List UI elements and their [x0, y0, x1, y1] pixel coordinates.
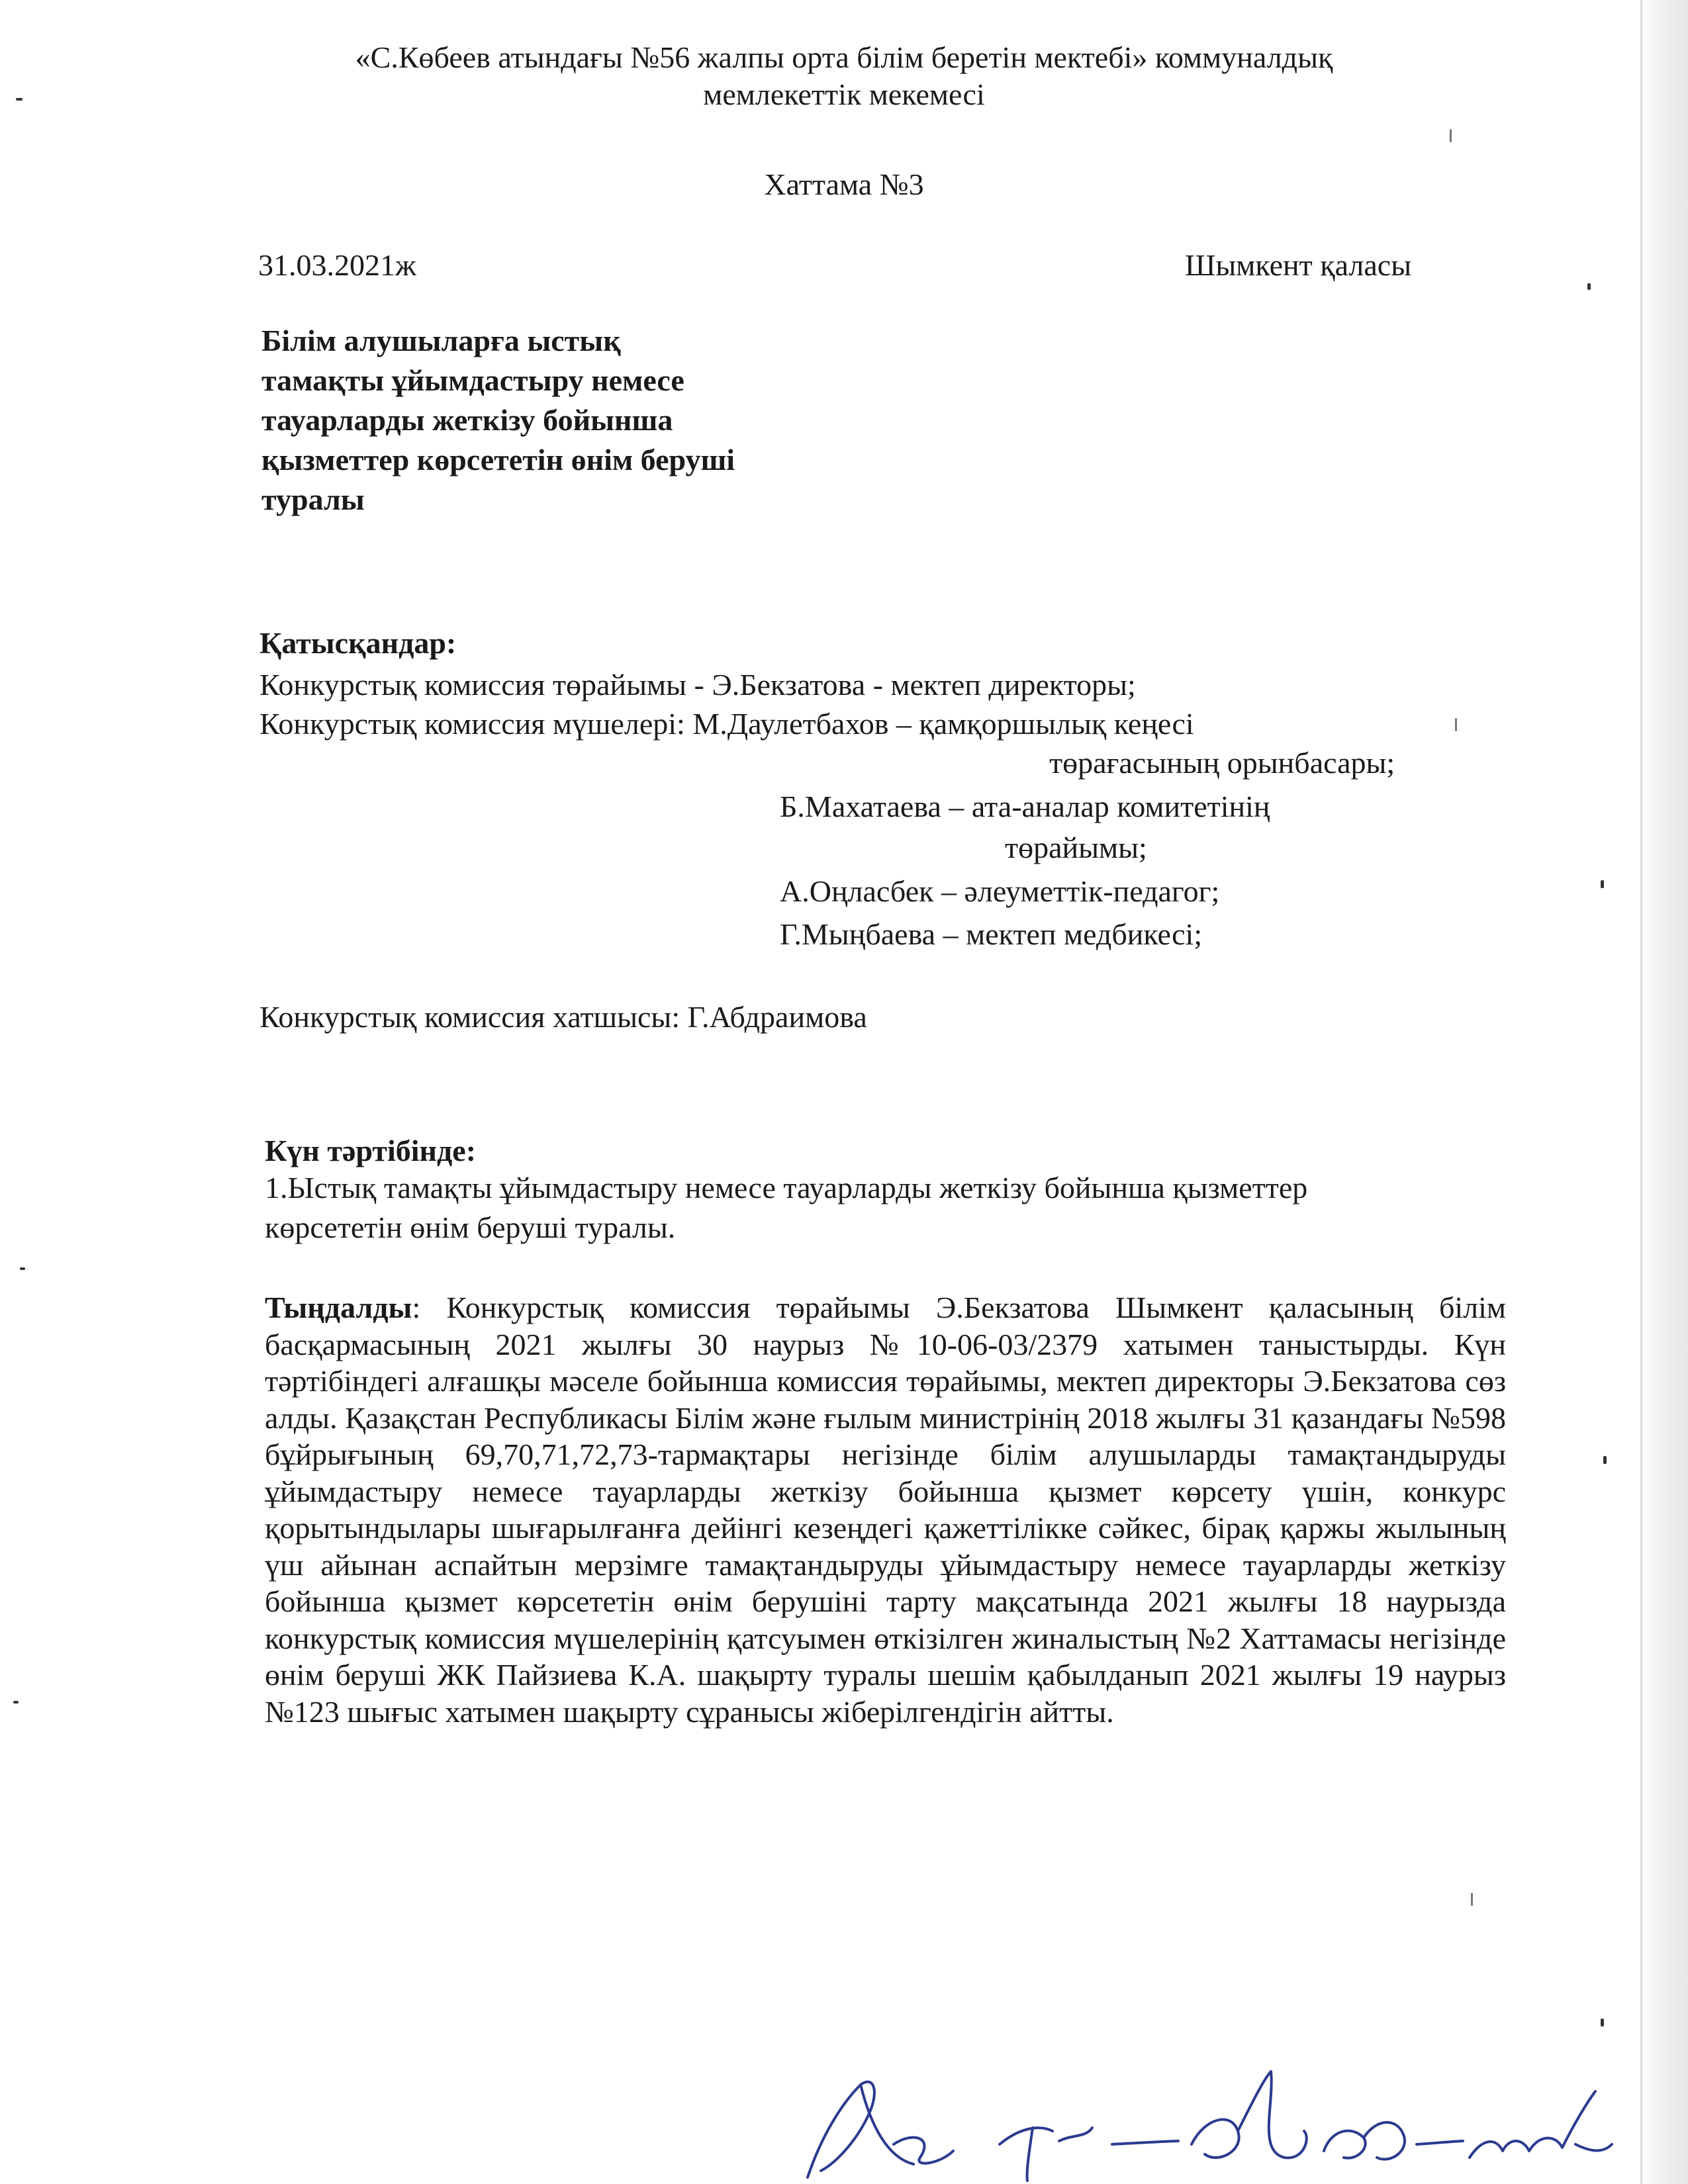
commission-chair: Конкурстық комиссия төрайымы - Э.Бекзатова - мектеп директоры;: [259, 668, 1136, 702]
commission-member-4: Г.Мыңбаева – мектеп медбикесі;: [780, 917, 1203, 951]
commission-members-intro: Конкурстық комиссия мүшелері: М.Даулетбахов – қамқоршылық кеңесі: [259, 707, 1194, 741]
protocol-number: Хаттама №3: [764, 167, 924, 201]
header-institution-line1: «С.Көбеев атындағы №56 жалпы орта білім беретін мектебі» коммуналдық: [355, 40, 1333, 74]
document-subject: [261, 321, 857, 520]
agenda-item-line1: 1.Ыстық тамақты ұйымдастыру немесе тауарларды жеткізу бойынша қызметтер: [265, 1171, 1308, 1205]
subject-line: қызметтер көрсететін өнім беруші: [261, 443, 735, 477]
scan-speck: [13, 1701, 19, 1704]
document-date: 31.03.2021ж: [258, 248, 416, 282]
member1-position-cont: төрағасының орынбасары;: [1049, 746, 1395, 780]
subject-line: тауарларды жеткізу бойынша: [261, 403, 673, 437]
header-institution-line2: мемлекеттік мекемесі: [703, 77, 985, 111]
scan-speck: [1601, 880, 1604, 888]
participants-label: Қатысқандар:: [259, 626, 457, 660]
member2-position-cont: төрайымы;: [1005, 831, 1147, 864]
commission-member-2: Б.Махатаева – ата-аналар комитетінің: [780, 790, 1270, 823]
page-edge-shadow: [1642, 0, 1688, 2184]
handwritten-signatures: [781, 2065, 1615, 2184]
subject-line: туралы: [261, 482, 365, 516]
scan-speck: [1450, 129, 1452, 142]
heard-paragraph: [265, 1289, 1506, 1730]
scan-speck: [1603, 1456, 1607, 1464]
scan-speck: [1587, 283, 1591, 290]
scan-speck: [1455, 718, 1457, 731]
scan-speck: [20, 1267, 25, 1270]
scan-speck: [1601, 2019, 1604, 2026]
page-fold-line: [1640, 0, 1642, 2184]
commission-secretary: Конкурстық комиссия хатшысы: Г.Абдраимова: [259, 1000, 867, 1034]
scan-speck: [1471, 1893, 1473, 1906]
document-city: Шымкент қаласы: [1185, 248, 1412, 282]
commission-member-3: А.Оңласбек – әлеуметтік-педагог;: [780, 874, 1220, 908]
heard-text: : Конкурстық комиссия төрайымы Э.Бекзатова Шымкент қаласының білім басқармасының 2021 жылғы 30 наурыз №10-06-03/2379 хатымен таныстырды. Күн тәртібіндегі алғашқы мәселе бойынша комиссия төрайымы, мектеп директоры Э.Бекзатова сөз алды. Қазақстан Республикасы Білім және ғылым министрінің 2018 жылғы 31 қазандағы №598 бұйрығының 69,70,71,72,73-тармақтары негізінде білім алушыларды тамақтандыруды ұйымдастыру немесе тауарларды жеткізу бойынша қызмет көрсету үшін, конкурс қорытындылары шығарылғанға дейінгі кезеңдегі қажеттілікке сәйкес, бірақ қаржы жылының үш айынан аспайтын мерзімге тамақтандыруды ұйымдастыру немесе тауарларды жеткізу бойынша қызмет көрсететін өнім берушіні тарту мақсатында 2021 жылғы 18 наурызда конкурстық комиссия мүшелерінің қатсуымен өткізілген жиналыстың №2 Хаттамасы негізінде өнім беруші ЖК Пайзиева К.А. шақырту туралы шешім қабылданып 2021 жылғы 19 наурыз №123 шығыс хатымен шақырту сұранысы жіберілгендігін айтты.: [265, 1291, 1506, 1729]
subject-line: тамақты ұйымдастыру немесе: [261, 363, 684, 397]
agenda-item-line2: көрсететін өнім беруші туралы.: [265, 1210, 676, 1244]
subject-line: Білім алушыларға ыстық: [261, 324, 621, 357]
scan-speck: [16, 98, 23, 101]
heard-label: Тыңдалды: [265, 1291, 412, 1324]
agenda-label: Күн тәртібінде:: [265, 1134, 477, 1167]
